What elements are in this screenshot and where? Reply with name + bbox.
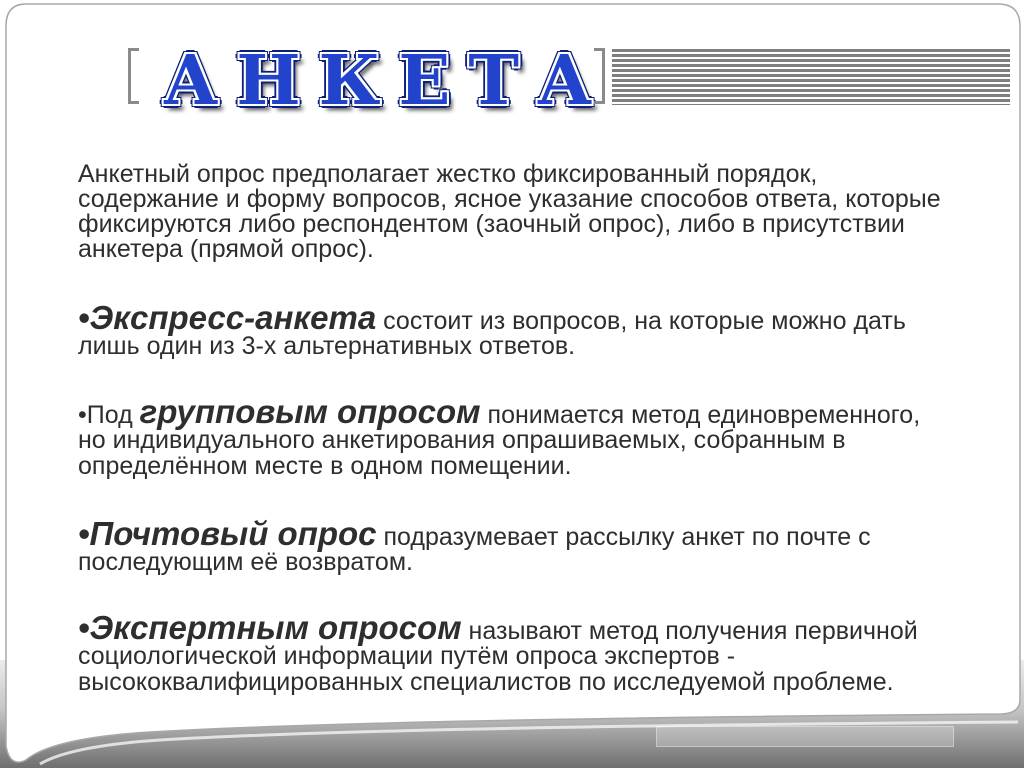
item-line: но индивидуального анкетирования опрашиваемых, собранным в bbox=[78, 426, 846, 454]
slide-title: АНКЕТА bbox=[163, 41, 611, 121]
list-item-first-line bbox=[78, 609, 918, 646]
item-text: понимается метод единовременного, bbox=[480, 401, 921, 429]
term-postal-survey: •Почтовый опрос bbox=[78, 515, 377, 552]
list-item-first-line bbox=[78, 515, 871, 552]
title-right-bracket bbox=[594, 48, 605, 104]
intro-paragraph bbox=[78, 162, 941, 262]
item-line: лишь один из 3-х альтернативных ответов. bbox=[78, 332, 576, 360]
title-stripes bbox=[612, 49, 1010, 105]
list-item-first-line bbox=[78, 299, 906, 336]
intro-line: анкетера (прямой опрос). bbox=[78, 235, 374, 263]
item-text: состоит из вопросов, на которые можно дать bbox=[376, 307, 906, 335]
item-line: высококвалифицированных специалистов по исследуемой проблеме. bbox=[78, 668, 894, 696]
intro-line: Анкетный опрос предполагает жестко фиксированный порядок, bbox=[78, 160, 818, 188]
list-item-first-line bbox=[78, 393, 921, 430]
term-expert-survey: •Экспертным опросом bbox=[78, 609, 462, 646]
term-express-survey: •Экспресс-анкета bbox=[78, 299, 377, 336]
item-lead-text: •Под bbox=[78, 401, 140, 429]
title-left-bracket bbox=[128, 48, 139, 104]
watermark-bar bbox=[656, 726, 954, 747]
list-item-express-survey bbox=[78, 299, 906, 360]
list-item-expert-survey bbox=[78, 609, 918, 696]
item-text: подразумевает рассылку анкет по почте с bbox=[376, 523, 871, 551]
intro-line: содержание и форму вопросов, ясное указание способов ответа, которые bbox=[78, 185, 941, 213]
term-group-survey: групповым опросом bbox=[139, 393, 481, 430]
list-item-postal-survey bbox=[78, 515, 871, 576]
item-line: определённом месте в одном помещении. bbox=[78, 452, 572, 480]
intro-line: фиксируются либо респондентом (заочный опрос), либо в присутствии bbox=[78, 210, 905, 238]
item-text: называют метод получения первичной bbox=[461, 617, 918, 645]
item-line: последующим её возвратом. bbox=[78, 548, 413, 576]
item-line: социологической информации путём опроса экспертов - bbox=[78, 642, 736, 670]
list-item-group-survey bbox=[78, 393, 921, 480]
